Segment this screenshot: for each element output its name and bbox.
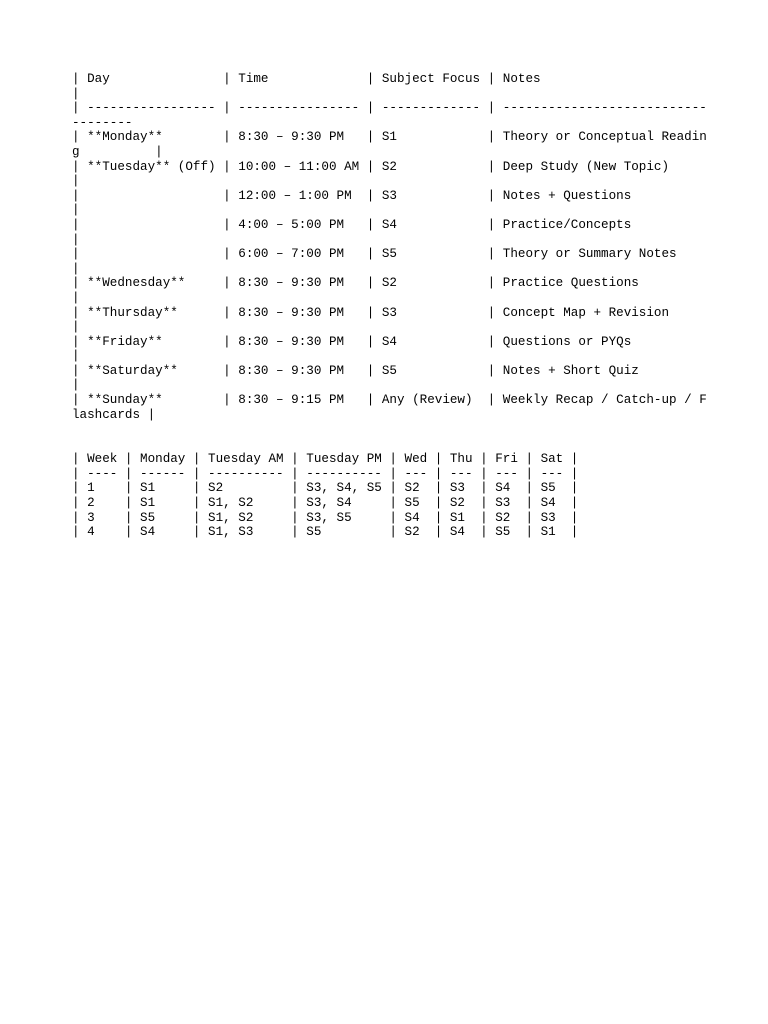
table-row-tuesday-4: | | 6:00 – 7:00 PM | S5 | Theory or Summary Notes: [72, 247, 677, 262]
table-row-saturday: | **Saturday** | 8:30 – 9:30 PM | S5 | Notes + Short Quiz: [72, 363, 639, 378]
rotation-row-week-3: | 3 | S5 | S1, S2 | S3, S5 | S4 | S1 | S2 | S3 |: [72, 510, 579, 525]
table-separator-line: | ----------------- | ---------------- | ------------- | -----------------------------------: [72, 101, 707, 130]
document-page: [72, 72, 712, 540]
table-row-tuesday-2: | | 12:00 – 1:00 PM | S3 | Notes + Questions: [72, 188, 632, 203]
table-line: |: [72, 86, 80, 101]
rotation-separator-line: | ---- | ------ | ---------- | ---------- | --- | --- | --- | --- |: [72, 466, 579, 481]
table-line: |: [72, 203, 80, 218]
weekly-schedule-table: [72, 72, 712, 422]
table-line: |: [72, 290, 80, 305]
table-line: |: [72, 174, 80, 189]
rotation-row-week-4: | 4 | S4 | S1, S3 | S5 | S2 | S4 | S5 | S1 |: [72, 525, 579, 540]
table-row-tuesday-3: | | 4:00 – 5:00 PM | S4 | Practice/Concepts: [72, 217, 632, 232]
table-line: |: [72, 349, 80, 364]
rotation-row-week-2: | 2 | S1 | S1, S2 | S3, S4 | S5 | S2 | S3 | S4 |: [72, 496, 579, 511]
rotation-row-week-1: | 1 | S1 | S2 | S3, S4, S5 | S2 | S3 | S4 | S5 |: [72, 481, 579, 496]
subject-rotation-table: [72, 452, 712, 540]
table-header-line: | Day | Time | Subject Focus | Notes: [72, 72, 541, 86]
table-line: |: [72, 320, 80, 335]
table-row-wednesday: | **Wednesday** | 8:30 – 9:30 PM | S2 | Practice Questions: [72, 276, 639, 291]
table-row-thursday: | **Thursday** | 8:30 – 9:30 PM | S3 | Concept Map + Revision: [72, 305, 670, 320]
table-line: |: [72, 378, 80, 393]
table-line: |: [72, 232, 80, 247]
table-row-tuesday-1: | **Tuesday** (Off) | 10:00 – 11:00 AM | S2 | Deep Study (New Topic): [72, 159, 670, 174]
table-line: |: [72, 261, 80, 276]
table-row-monday: | **Monday** | 8:30 – 9:30 PM | S1 | Theory or Conceptual Reading |: [72, 130, 707, 159]
table-row-friday: | **Friday** | 8:30 – 9:30 PM | S4 | Questions or PYQs: [72, 334, 632, 349]
rotation-header-line: | Week | Monday | Tuesday AM | Tuesday PM | Wed | Thu | Fri | Sat |: [72, 452, 579, 467]
table-row-sunday: | **Sunday** | 8:30 – 9:15 PM | Any (Review) | Weekly Recap / Catch-up / Flashcards |: [72, 393, 707, 422]
